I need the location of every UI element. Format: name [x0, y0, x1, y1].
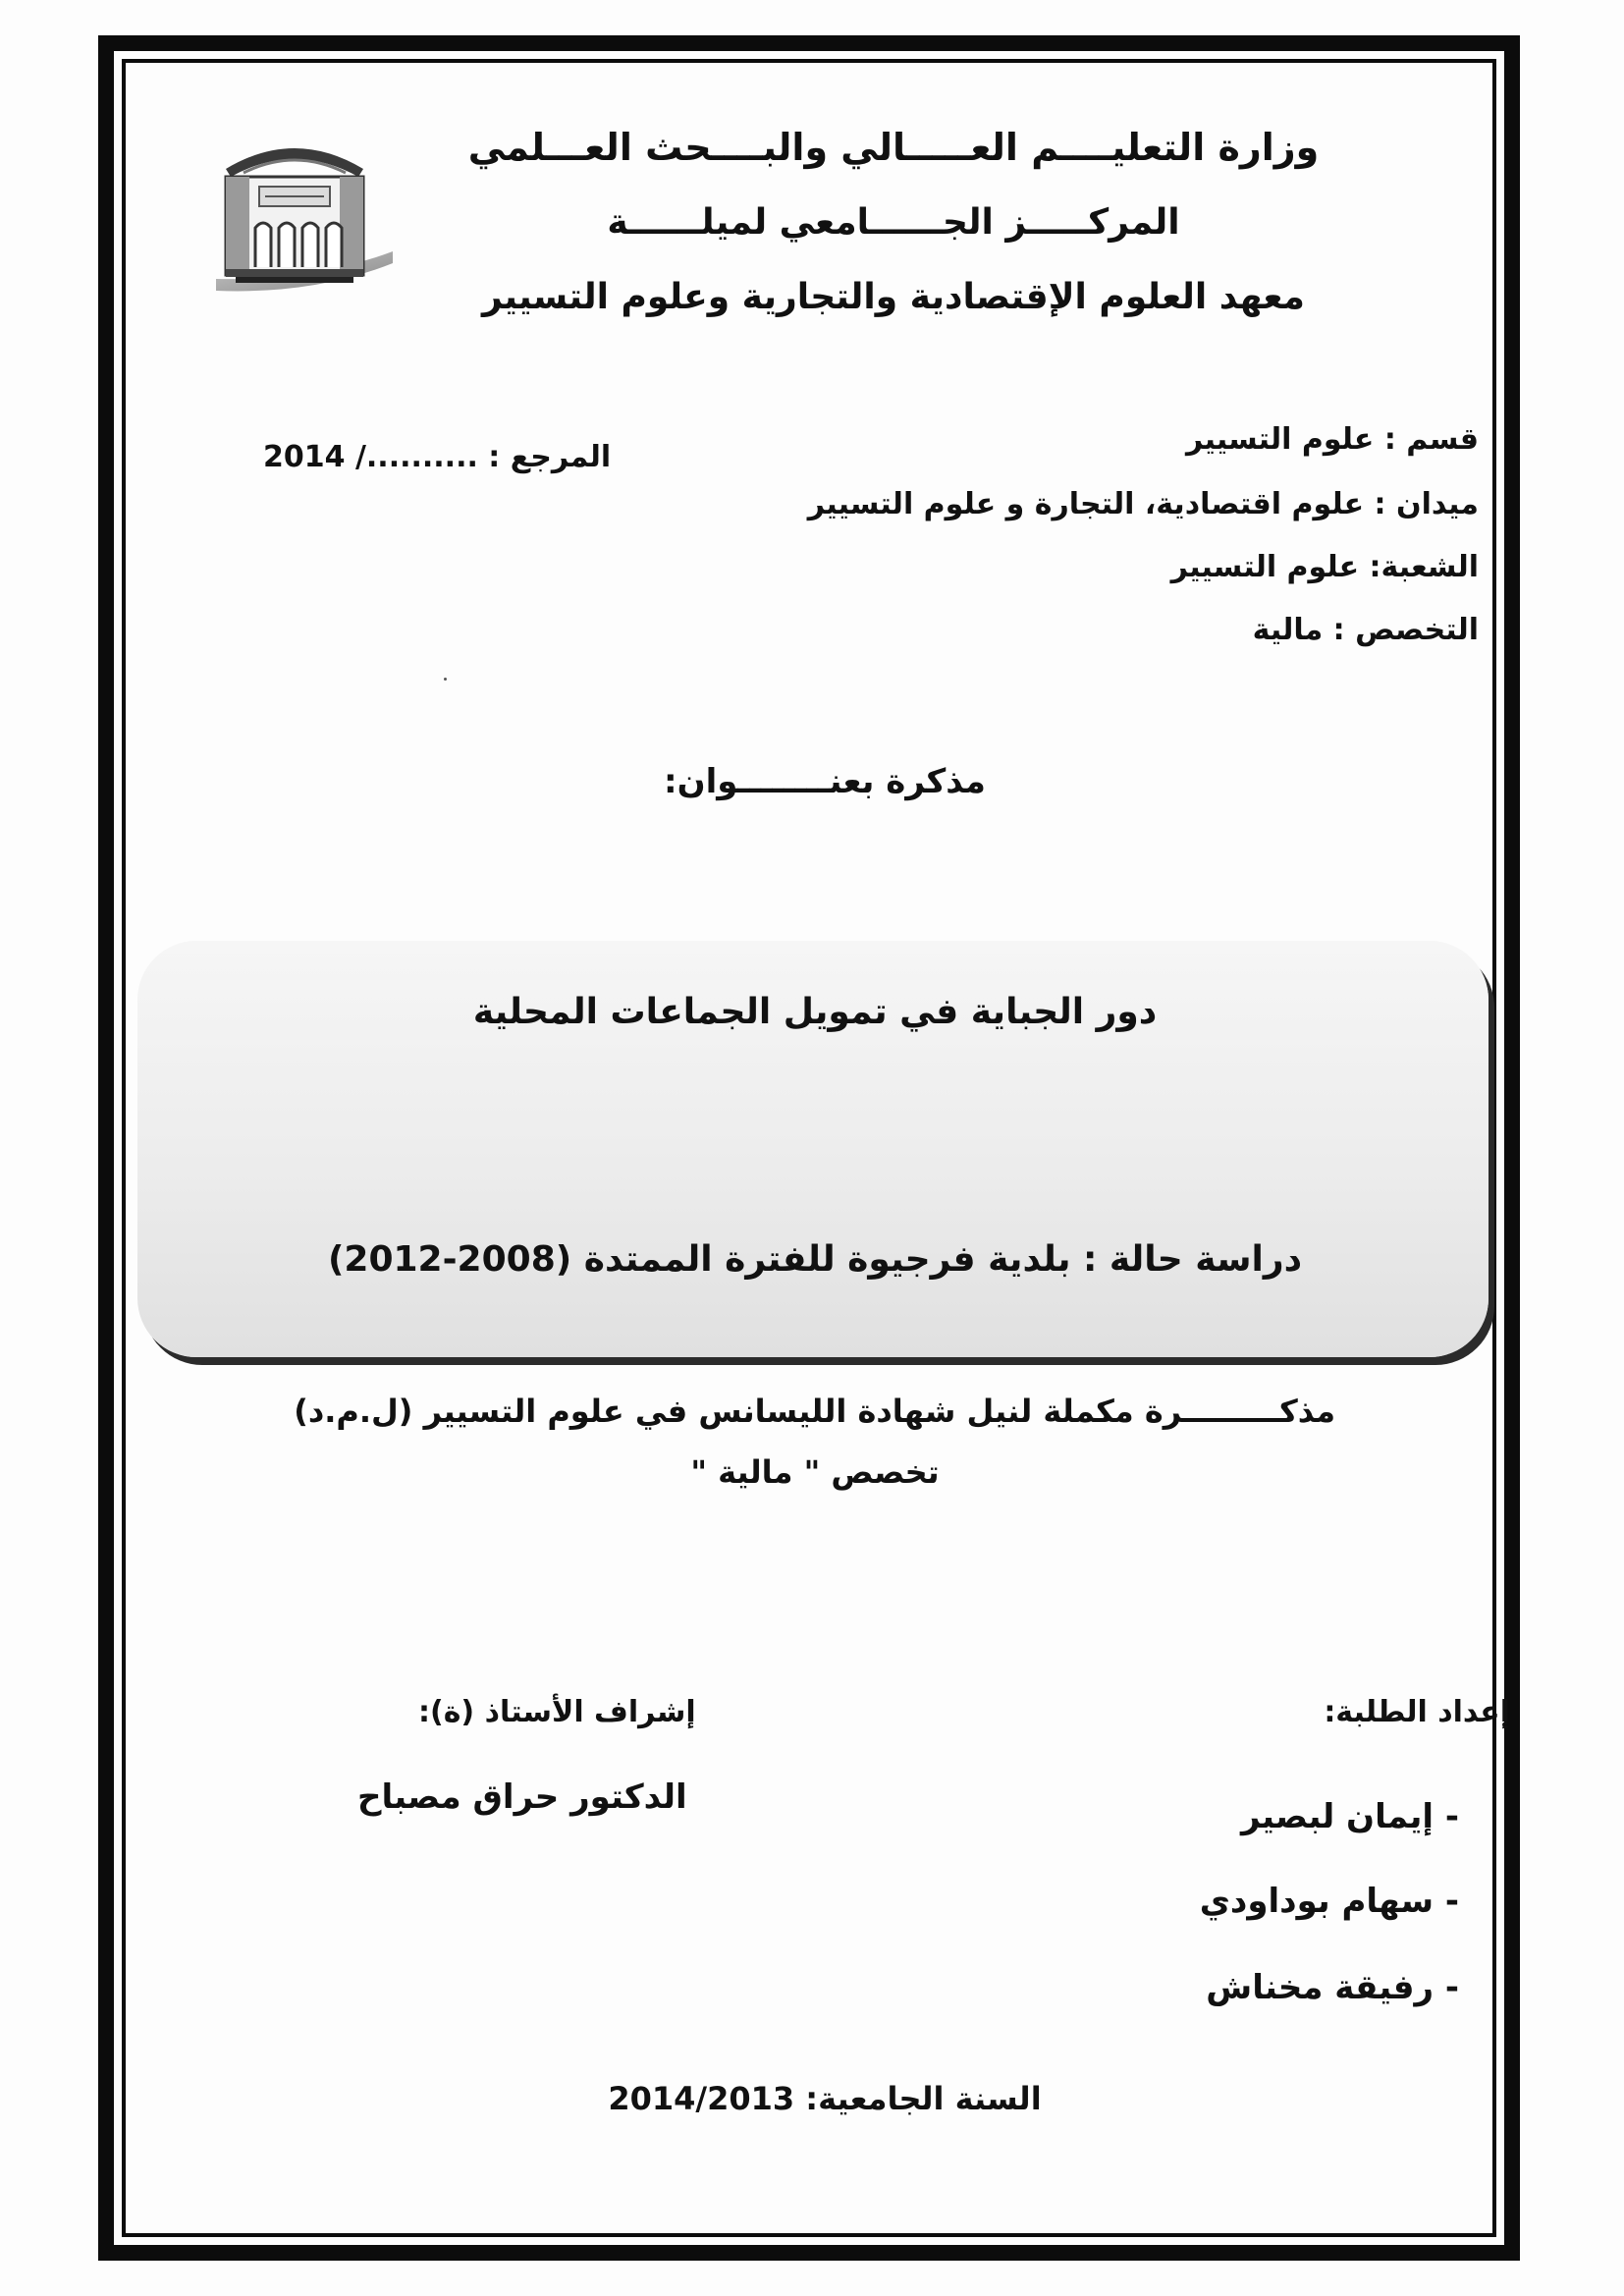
branch-line: الشعبة: علوم التسيير	[1170, 550, 1479, 584]
degree-description: مذكـــــــــرة مكملة لنيل شهادة الليسانس في علوم التسيير (ل.م.د)	[294, 1393, 1335, 1430]
academic-year: السنة الجامعية: 2014/2013	[608, 2080, 1042, 2117]
memo-heading: مذكرة بعنــــــــوان:	[664, 762, 986, 801]
thesis-title: دور الجباية في تمويل الجماعات المحلية	[472, 992, 1158, 1032]
student-name: - سهام بوداودي	[1199, 1882, 1459, 1921]
university-center-title: المركـــــز الجــــــامعي لميلــــــة	[607, 202, 1180, 243]
student-name: - رفيقة مخناش	[1206, 1968, 1459, 2007]
institute-title: معهد العلوم الإقتصادية والتجارية وعلوم التسيير	[482, 277, 1305, 317]
supervisor-name: الدكتور حراق مصباح	[357, 1777, 687, 1817]
student-name: - إيمان لبصير	[1241, 1797, 1459, 1836]
department-line: قسم : علوم التسيير	[1185, 422, 1479, 457]
specialty-description: تخصص " مالية "	[690, 1453, 940, 1491]
scan-speck	[444, 678, 447, 681]
case-study-line: دراسة حالة : بلدية فرجيوة للفترة الممتدة (2008-2012)	[327, 1239, 1303, 1280]
reference-line: المرجع : ........../ 2014	[263, 440, 612, 474]
university-building-logo-icon	[196, 134, 393, 301]
ministry-title: وزارة التعليــــم العـــــالي والبــــحث العـــلمي	[467, 126, 1320, 169]
students-label: إعداد الطلبة:	[1324, 1695, 1510, 1729]
field-line: ميدان : علوم اقتصادية، التجارة و علوم التسيير	[807, 487, 1479, 521]
supervisor-label: إشراف الأستاذ (ة):	[418, 1695, 696, 1729]
specialty-line: التخصص : مالية	[1252, 613, 1479, 647]
